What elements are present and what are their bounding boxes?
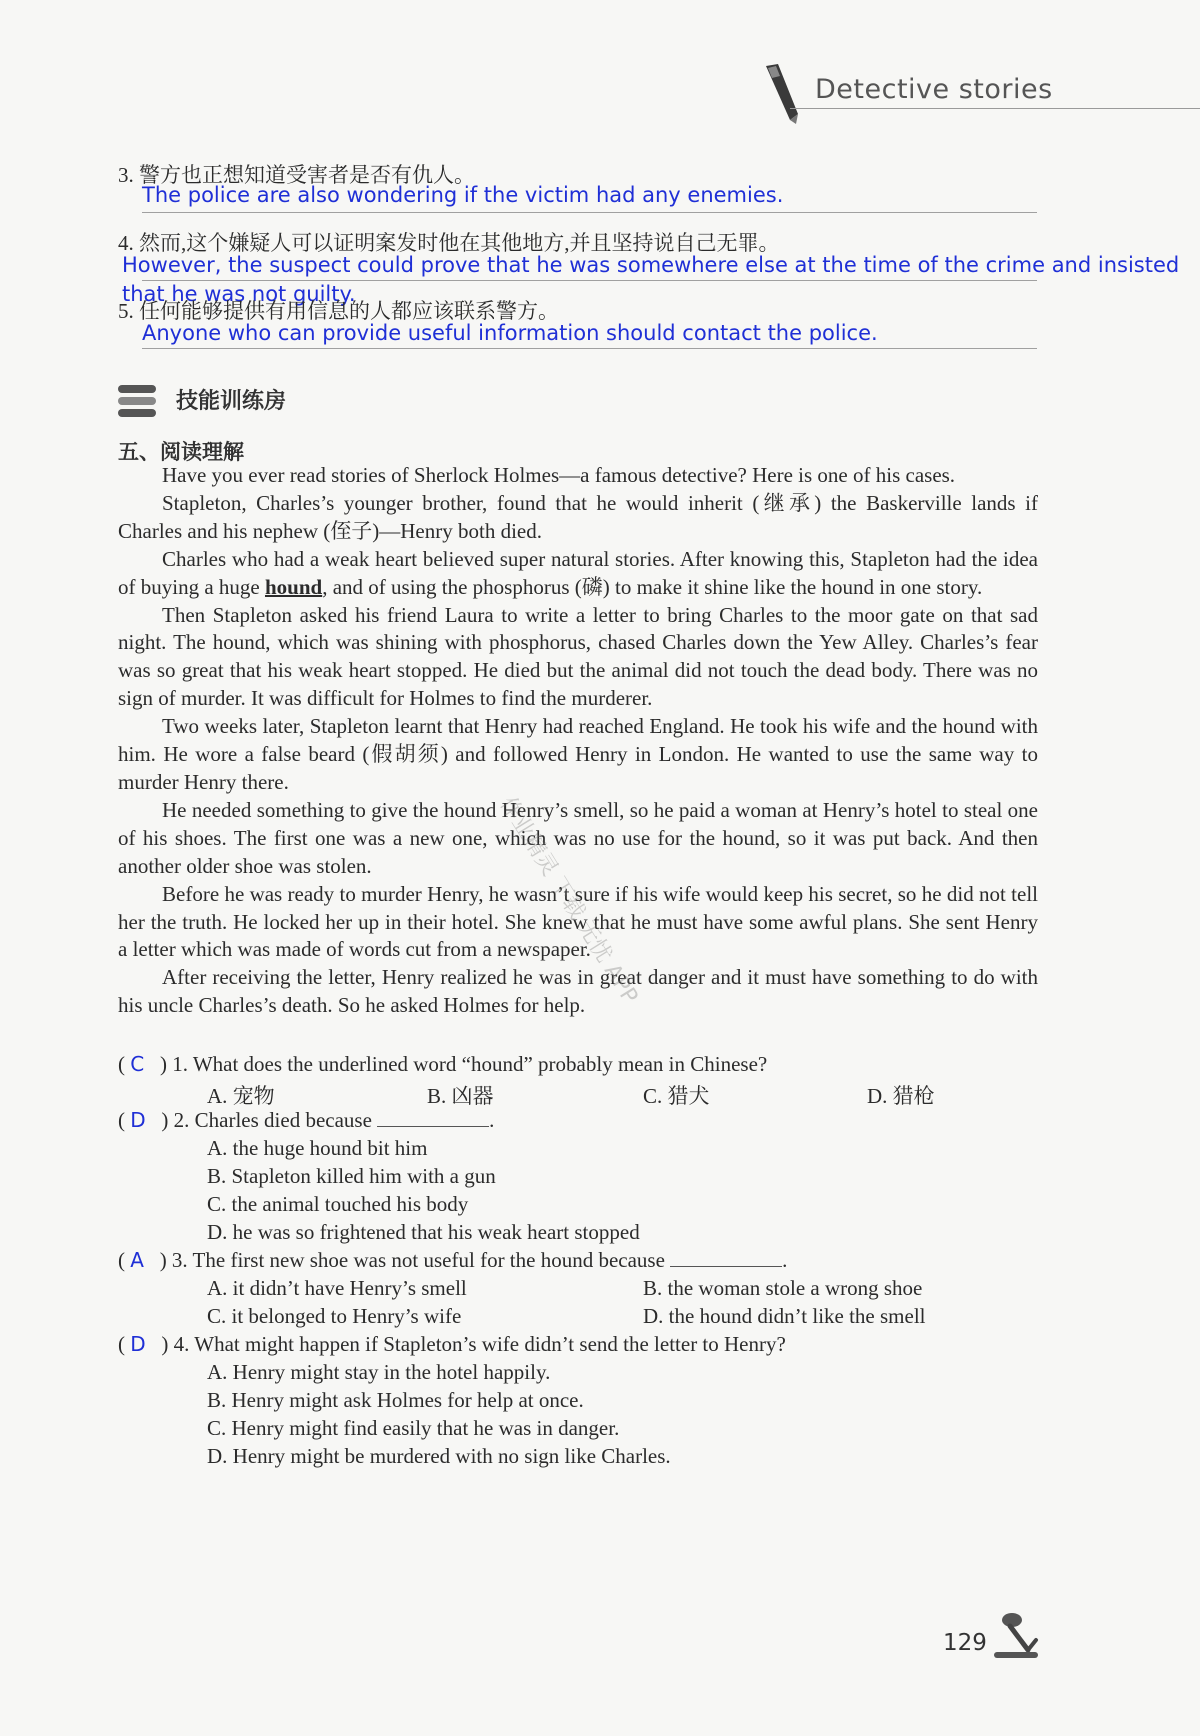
option-b: B. the woman stole a wrong shoe — [643, 1276, 923, 1300]
header-divider — [790, 108, 1200, 109]
item-chinese: 任何能够提供有用信息的人都应该联系警方。 — [139, 299, 559, 323]
item-chinese: 然而,这个嫌疑人可以证明案发时他在其他地方,并且坚持说自己无罪。 — [139, 231, 780, 255]
answer-mark: D — [130, 1108, 146, 1132]
option-c: C. the animal touched his body — [207, 1192, 469, 1216]
question-3: ( A ) 3. The first new shoe was not useful for the hound because . — [118, 1248, 788, 1272]
item-number: 5. — [118, 299, 134, 323]
question-text: ) 1. What does the underlined word “hound” probably mean in Chinese? — [159, 1052, 768, 1076]
option-b: B. Henry might ask Holmes for help at once. — [207, 1388, 584, 1412]
answer-line — [142, 348, 1037, 349]
item-number: 4. — [118, 231, 134, 255]
option-c: C. it belonged to Henry’s wife — [207, 1304, 462, 1328]
answer-mark: D — [130, 1332, 146, 1356]
reading-subheading: 五、阅读理解 — [118, 440, 244, 464]
passage-paragraph: Charles who had a weak heart believed super natural stories. After knowing this, Stapleton had the idea of buying a huge hound, and of using the phosphorus (磷) to make it shine like the hound in one story. — [118, 546, 1038, 599]
option-a: A. Henry might stay in the hotel happily. — [207, 1360, 551, 1384]
question-4: ( D ) 4. What might happen if Stapleton’s wife didn’t send the letter to Henry? — [118, 1332, 786, 1356]
question-2: ( D ) 2. Charles died because . — [118, 1108, 495, 1132]
underlined-word: hound — [264, 574, 323, 599]
handwritten-answer-4-line2: that he was not guilty. — [122, 282, 356, 306]
option-c: C. 猎犬 — [643, 1084, 710, 1108]
passage-paragraph: After receiving the letter, Henry realized he was in great danger and it must have something to do with his uncle Charles’s death. So he asked Holmes for help. — [118, 965, 1038, 1018]
option-d: D. Henry might be murdered with no sign like Charles. — [207, 1444, 671, 1468]
passage-paragraph: Have you ever read stories of Sherlock Holmes—a famous detective? Here is one of his cases. — [162, 463, 956, 487]
watermark: 作业精灵 下载 无忧 APP — [494, 792, 643, 1009]
option-b: B. Stapleton killed him with a gun — [207, 1164, 496, 1188]
section-stack-icon — [118, 383, 158, 419]
option-a: A. 宠物 — [207, 1084, 275, 1108]
passage-paragraph: Then Stapleton asked his friend Laura to write a letter to bring Charles to the moor gate on that sad night. The hound, which was shining with phosphorus, chased Charles down the Yew Alley. Charles’s fear was so great that his weak heart stopped. He died but the animal did not touch the dead body. There was no sign of murder. It was difficult for Holmes to find the murderer. — [118, 602, 1038, 711]
answer-mark: C — [130, 1052, 145, 1076]
item-chinese: 警方也正想知道受害者是否有仇人。 — [139, 163, 475, 187]
chapter-title: Detective stories — [815, 74, 1053, 105]
answer-line — [142, 280, 1037, 281]
handwritten-answer-3: The police are also wondering if the victim had any enemies. — [142, 183, 784, 207]
handwritten-answer-5: Anyone who can provide useful information should contact the police. — [142, 321, 878, 345]
pen-icon — [760, 62, 804, 126]
answer-line — [142, 212, 1037, 213]
passage-paragraph: He needed something to give the hound Henry’s smell, so he paid a woman at Henry’s hotel to steal one of his shoes. The first one was a new one, which was no use for the hound, so it was put back. And then another older shoe was stolen. — [118, 797, 1038, 878]
answer-blank — [377, 1112, 489, 1127]
detective-mascot-icon — [990, 1610, 1042, 1660]
handwritten-answer-4-line1: However, the suspect could prove that he was somewhere else at the time of the crime and insisted — [122, 253, 1180, 277]
option-b: B. 凶器 — [427, 1084, 494, 1108]
option-a: A. the huge hound bit him — [207, 1136, 428, 1160]
question-1: ( C ) 1. What does the underlined word “hound” probably mean in Chinese? — [118, 1052, 768, 1076]
answer-mark: A — [130, 1248, 144, 1272]
option-d: D. the hound didn’t like the smell — [643, 1304, 926, 1328]
question-text: ) 4. What might happen if Stapleton’s wife didn’t send the letter to Henry? — [161, 1332, 786, 1356]
section-title: 技能训练房 — [176, 389, 287, 414]
passage-paragraph: Stapleton, Charles’s younger brother, found that he would inherit (继承) the Baskerville lands if Charles and his nephew (侄子)—Henry both died. — [118, 490, 1038, 543]
option-d: D. he was so frightened that his weak heart stopped — [207, 1220, 640, 1244]
passage-paragraph: Two weeks later, Stapleton learnt that Henry had reached England. He took his wife and the hound with him. He wore a false beard (假胡须) and followed Henry in London. He wanted to use the same way to murder Henry there. — [118, 714, 1038, 794]
option-d: D. 猎枪 — [867, 1084, 935, 1108]
item-number: 3. — [118, 163, 134, 187]
question-text: ) 2. Charles died because — [161, 1108, 372, 1132]
passage-paragraph: Before he was ready to murder Henry, he wasn’t sure if his wife would keep his secret, so he did not tell her the truth. He locked her up in their hotel. She knew that he must have some awful plans. She sent Henry a letter which was made of words cut from a newspaper. — [118, 881, 1038, 962]
option-a: A. it didn’t have Henry’s smell — [207, 1276, 467, 1300]
question-text: ) 3. The first new shoe was not useful for the hound because — [159, 1248, 665, 1272]
answer-blank — [670, 1252, 782, 1267]
option-c: C. Henry might find easily that he was in danger. — [207, 1416, 620, 1440]
page-number: 129 — [943, 1630, 987, 1656]
